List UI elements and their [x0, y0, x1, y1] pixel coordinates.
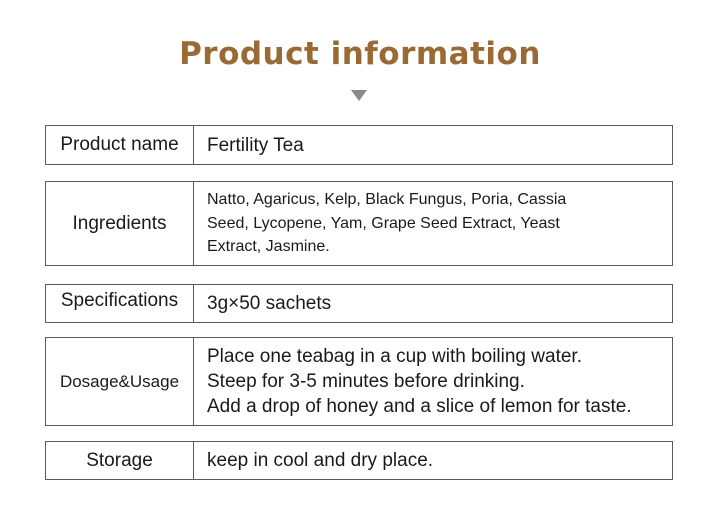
dosage-row [45, 337, 673, 426]
dosage-line-3: Add a drop of honey and a slice of lemon for taste. [207, 396, 632, 417]
specifications-text: 3g×50 sachets [207, 293, 332, 314]
ingredients-value [194, 182, 672, 265]
specifications-row [45, 284, 673, 323]
storage-row [45, 441, 673, 480]
dosage-line-2: Steep for 3-5 minutes before drinking. [207, 371, 525, 392]
ingredients-row [45, 181, 673, 266]
page-title: Product information [179, 36, 541, 72]
product-name-value [194, 126, 672, 164]
storage-label: Storage [46, 442, 194, 479]
product-name-label: Product name [46, 126, 194, 164]
specifications-value [194, 285, 672, 322]
ingredients-line-2: Seed, Lycopene, Yam, Grape Seed Extract, Yeast [207, 214, 560, 232]
ingredients-line-1: Natto, Agaricus, Kelp, Black Fungus, Poria, Cassia [207, 191, 567, 209]
ingredients-label: Ingredients [46, 182, 194, 265]
product-name-text: Fertility Tea [207, 135, 304, 156]
dosage-label: Dosage&Usage [46, 338, 194, 425]
product-name-row [45, 125, 673, 165]
ingredients-line-3: Extract, Jasmine. [207, 238, 330, 256]
triangle-down-icon [351, 90, 367, 101]
storage-value [194, 442, 672, 479]
dosage-value [194, 338, 672, 425]
dosage-line-1: Place one teabag in a cup with boiling water. [207, 346, 582, 367]
specifications-label: Specifications [46, 285, 194, 322]
storage-text: keep in cool and dry place. [207, 450, 434, 471]
